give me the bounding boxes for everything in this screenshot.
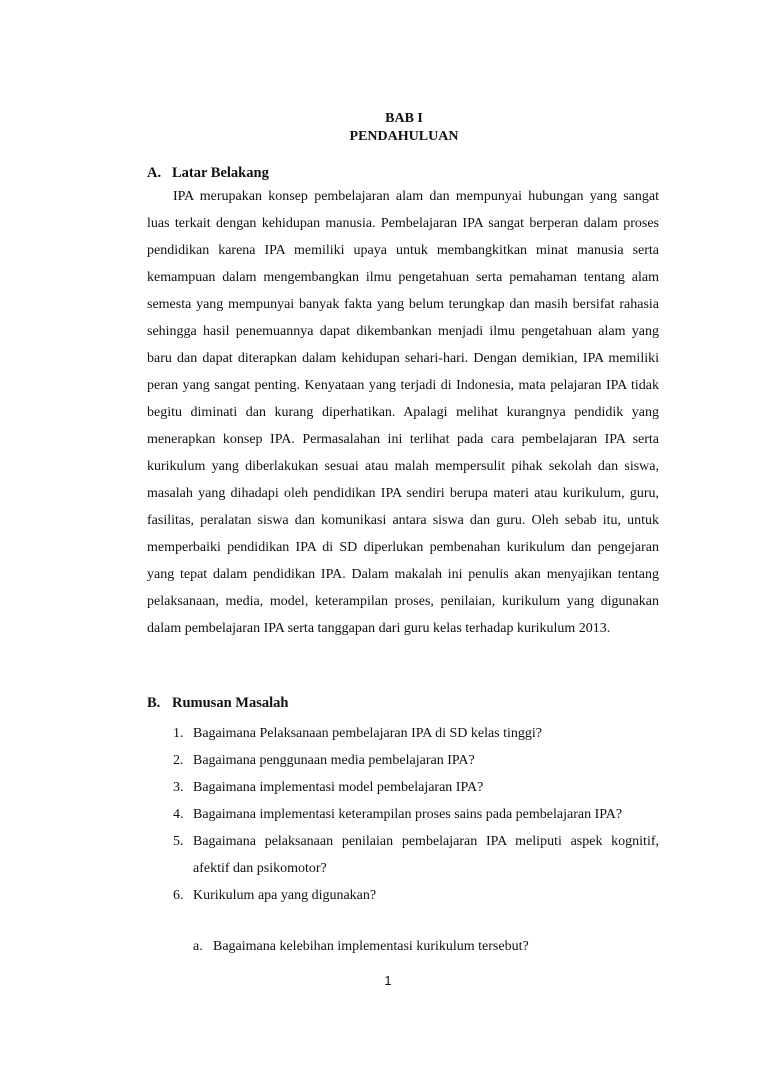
background-paragraph <box>147 183 659 642</box>
section-b-heading <box>147 695 288 712</box>
list-item <box>173 828 659 882</box>
list-item-number: 1. <box>173 726 184 741</box>
list-item-text: Bagaimana implementasi keterampilan proses sains pada pembelajaran IPA? <box>193 807 623 822</box>
list-item-number: 3. <box>173 780 184 795</box>
sub-list-item <box>193 939 529 955</box>
list-item-number: 2. <box>173 753 184 768</box>
list-item-text: Bagaimana penggunaan media pembelajaran IPA? <box>193 753 475 768</box>
problem-list <box>173 720 659 909</box>
background-text: IPA merupakan konsep pembelajaran alam dan mempunyai hubungan yang sangat luas terkait dengan kehidupan manusia. Pembelajaran IPA sangat berperan dalam proses pendidikan karena IPA memiliki upaya untuk membangkitkan minat manusia serta kemampuan dalam mengembangkan ilmu pengetahuan serta pemahaman tentang alam semesta yang mempunyai banyak fakta yang belum terungkap dan masih bersifat rahasia sehingga hasil penemuannya dapat dikembankan menjadi ilmu pengetahuan alam yang baru dan dapat diterapkan dalam kehidupan sehari-hari. Dengan demikian, IPA memiliki peran yang sangat penting. Kenyataan yang terjadi di Indonesia, mata pelajaran IPA tidak begitu diminati dan kurang diperhatikan. Apalagi melihat kurangnya pendidik yang menerapkan konsep IPA. Permasalahan ini terlihat pada cara pembelajaran IPA serta kurikulum yang diberlakukan sesuai atau malah mempersulit pihak sekolah dan siswa, masalah yang dihadapi oleh pendidikan IPA sendiri berupa materi atau kurikulum, guru, fasilitas, peralatan siswa dan komunikasi antara siswa dan guru. Oleh sebab itu, untuk memperbaiki pendidikan IPA di SD diperlukan pembenahan kurikulum dan pengejaran yang tepat dalam pendidikan IPA. Dalam makalah ini penulis akan menyajikan tentang pelaksanaan, media, model, keterampilan proses, penilaian, kurikulum yang digunakan dalam pembelajaran IPA serta tanggapan dari guru kelas terhadap kurikulum 2013. <box>147 189 659 636</box>
list-item <box>173 747 659 774</box>
section-a-letter: A. <box>147 165 162 181</box>
list-item-text: Bagaimana Pelaksanaan pembelajaran IPA di SD kelas tinggi? <box>193 726 543 741</box>
list-item-text: Kurikulum apa yang digunakan? <box>193 888 377 903</box>
section-a-title: Latar Belakang <box>172 165 269 181</box>
list-item <box>173 801 659 828</box>
list-item <box>173 774 659 801</box>
section-a-heading <box>147 165 269 182</box>
list-item-text: Bagaimana pelaksanaan penilaian pembelajaran IPA meliputi aspek kognitif, afektif dan psikomotor? <box>193 834 659 876</box>
list-item-number: 4. <box>173 807 184 822</box>
sub-item-text: Bagaimana kelebihan implementasi kurikulum tersebut? <box>213 939 529 954</box>
page-number-text: 1 <box>384 973 392 988</box>
sub-item-letter: a. <box>193 939 203 954</box>
list-item-number: 6. <box>173 888 184 903</box>
list-item <box>173 882 659 909</box>
list-item-number: 5. <box>173 834 184 849</box>
section-b-title: Rumusan Masalah <box>172 695 289 711</box>
section-b-letter: B. <box>147 695 161 711</box>
list-item-text: Bagaimana implementasi model pembelajaran IPA? <box>193 780 484 795</box>
chapter-title: PENDAHULUAN <box>349 129 459 144</box>
list-item <box>173 720 659 747</box>
chapter-label: BAB I <box>385 111 423 126</box>
page-number <box>0 973 768 988</box>
